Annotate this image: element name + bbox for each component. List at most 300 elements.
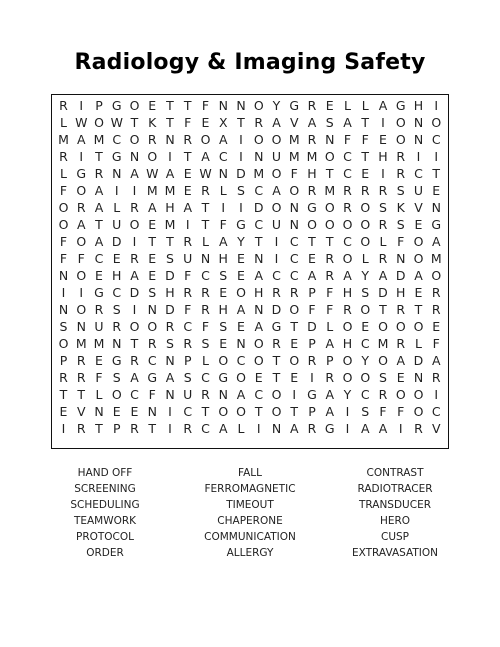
grid-letter: Y [343,387,352,402]
grid-letter: C [343,149,352,164]
grid-letter: F [432,336,440,351]
word-item: HERO [379,515,411,527]
grid-letter: R [130,200,139,215]
grid-letter: U [271,149,282,164]
grid-letter: A [378,421,388,436]
grid-letter: O [342,319,353,334]
grid-letter: M [93,132,105,147]
grid-letter: O [395,319,406,334]
grid-letter: C [289,234,299,249]
grid-letter: O [271,200,282,215]
grid-letter: I [256,421,261,436]
grid-letter: S [201,336,210,351]
grid-letter: M [164,217,176,232]
grid-letter: W [75,115,88,130]
grid-letter: U [183,387,193,402]
grid-letter: O [129,217,140,232]
grid-letter: R [94,302,104,317]
grid-letter: R [307,183,317,198]
grid-letter: E [148,268,157,283]
grid-letter: F [95,370,103,385]
grid-letter: S [379,200,387,215]
grid-letter: T [130,115,139,130]
grid-letter: R [183,285,193,300]
grid-letter: X [218,115,228,130]
grid-letter: A [343,115,352,130]
grid-letter: E [219,336,228,351]
grid-letter: S [396,183,405,198]
grid-letter: C [360,387,370,402]
grid-letter: O [94,115,104,130]
grid-letter: C [201,268,210,283]
grid-letter: N [112,166,122,181]
grid-letter: G [218,370,229,385]
grid-letter: N [218,98,228,113]
grid-letter: A [307,115,317,130]
grid-letter: S [148,285,157,300]
grid-letter: H [254,285,264,300]
grid-letter: T [308,234,316,249]
grid-letter: R [59,98,68,113]
grid-letter: U [413,183,424,198]
grid-letter: T [130,336,139,351]
word-item: CUSP [380,531,409,543]
grid-letter: D [413,353,424,368]
grid-letter: E [432,319,441,334]
grid-letter: N [165,353,175,368]
grid-letter: R [112,319,122,334]
grid-letter: S [361,285,370,300]
grid-letter: T [272,370,281,385]
grid-letter: H [165,285,175,300]
grid-letter: G [307,200,317,215]
grid-letter: O [129,98,140,113]
grid-letter: K [396,200,405,215]
grid-letter: L [113,200,121,215]
grid-letter: P [325,353,334,368]
grid-letter: E [148,98,157,113]
grid-letter: O [360,370,371,385]
grid-letter: R [130,421,139,436]
grid-letter: O [218,353,229,368]
grid-letter: E [59,404,68,419]
grid-letter: F [59,234,68,249]
grid-letter: E [414,217,423,232]
grid-letter: T [148,234,157,249]
grid-letter: S [166,251,174,266]
grid-letter: I [79,149,84,164]
grid-letter: D [236,166,246,181]
grid-letter: S [219,268,228,283]
grid-letter: O [58,336,69,351]
grid-letter: M [377,336,389,351]
grid-letter: H [413,98,424,113]
grid-letter: I [434,98,439,113]
grid-letter: H [378,149,388,164]
grid-letter: D [111,234,122,249]
grid-letter: O [129,132,140,147]
grid-letter: I [168,404,172,419]
grid-letter: I [168,421,172,436]
grid-letter: V [414,200,423,215]
grid-letter: O [236,404,246,419]
grid-letter: A [236,302,246,317]
grid-letter: R [378,251,388,266]
grid-letter: E [237,319,245,334]
grid-letter: A [130,268,139,283]
grid-letter: W [110,115,123,130]
grid-letter: C [431,404,441,419]
puzzle-title: Radiology & Imaging Safety [74,50,426,75]
grid-letter: M [164,183,176,198]
grid-letter: R [396,149,406,164]
grid-letter: L [415,336,422,351]
grid-letter: D [307,319,317,334]
grid-letter: V [289,115,299,130]
grid-letter: L [344,98,351,113]
grid-letter: U [183,251,193,266]
grid-letter: T [290,319,299,334]
grid-letter: P [59,353,68,368]
word-item: HAND OFF [77,467,133,479]
grid-letter: A [378,98,388,113]
grid-letter: P [308,336,316,351]
grid-letter: R [325,370,335,385]
grid-letter: R [76,353,86,368]
grid-letter: W [146,166,159,181]
grid-letter: H [396,285,406,300]
grid-letter: F [219,217,227,232]
grid-letter: U [94,319,104,334]
grid-letter: O [360,200,371,215]
grid-letter: S [396,217,405,232]
grid-letter: N [325,132,335,147]
grid-letter: F [184,302,192,317]
grid-letter: A [325,404,335,419]
grid-letter: K [148,115,157,130]
grid-letter: R [431,370,441,385]
grid-letter: S [112,302,121,317]
letter-grid [55,97,445,439]
grid-letter: O [236,285,246,300]
grid-letter: N [129,149,140,164]
grid-letter: R [76,421,86,436]
grid-letter: T [183,149,192,164]
grid-letter: A [254,268,264,283]
grid-letter: O [58,217,69,232]
grid-letter: R [431,285,441,300]
word-item: EXTRAVASATION [352,547,438,559]
grid-letter: A [94,234,104,249]
grid-letter: O [271,132,282,147]
grid-letter: T [414,302,423,317]
grid-letter: S [183,370,192,385]
grid-letter: A [147,200,157,215]
grid-letter: E [432,183,441,198]
grid-letter: R [165,319,175,334]
grid-letter: C [254,183,264,198]
grid-letter: A [130,166,139,181]
grid-letter: E [201,115,210,130]
grid-letter: C [360,336,370,351]
grid-letter: A [254,319,264,334]
grid-letter: O [395,387,406,402]
grid-letter: E [130,404,139,419]
grid-letter: U [112,217,122,232]
grid-letter: A [272,115,281,130]
grid-letter: I [114,183,119,198]
grid-letter: G [289,98,300,113]
grid-letter: C [201,421,210,436]
grid-letter: T [325,234,334,249]
grid-letter: H [342,285,353,300]
grid-letter: T [361,149,370,164]
grid-letter: O [289,302,300,317]
grid-letter: D [271,302,282,317]
word-item: RADIOTRACER [357,483,433,495]
grid-letter: O [289,183,300,198]
grid-letter: L [361,251,369,266]
grid-letter: A [165,166,175,181]
grid-letter: G [324,421,335,436]
grid-letter: R [183,132,193,147]
grid-letter: R [183,336,193,351]
grid-letter: O [58,200,69,215]
grid-letter: I [185,217,190,232]
grid-letter: O [324,149,335,164]
grid-letter: R [272,285,281,300]
grid-letter: M [306,149,318,164]
grid-letter: O [253,336,264,351]
grid-letter: I [239,200,243,215]
grid-letter: N [58,302,69,317]
grid-letter: N [147,302,157,317]
grid-letter: E [290,370,299,385]
word-item: TEAMWORK [73,515,137,527]
grid-letter: O [431,268,442,283]
grid-letter: F [77,251,85,266]
grid-letter: T [254,234,263,249]
grid-letter: R [307,132,317,147]
grid-letter: G [111,149,122,164]
grid-letter: N [147,404,157,419]
grid-letter: R [343,200,352,215]
grid-letter: R [130,353,139,368]
grid-letter: O [147,319,158,334]
grid-letter: S [237,183,245,198]
grid-letter: N [200,251,211,266]
grid-letter: E [219,285,228,300]
grid-letter: O [413,404,424,419]
grid-letter: R [378,387,388,402]
grid-letter: O [129,319,140,334]
grid-letter: T [325,166,334,181]
grid-letter: P [183,353,192,368]
grid-letter: E [112,251,121,266]
grid-letter: S [325,115,334,130]
grid-letter: T [166,115,174,130]
grid-letter: E [290,336,299,351]
grid-letter: T [290,404,299,419]
grid-letter: E [237,268,245,283]
grid-letter: O [111,387,122,402]
grid-letter: A [360,421,370,436]
grid-letter: O [360,217,371,232]
grid-letter: C [112,285,122,300]
grid-letter: O [271,387,282,402]
grid-letter: O [360,302,371,317]
grid-letter: T [201,404,210,419]
grid-letter: G [147,370,158,385]
grid-letter: R [396,336,406,351]
grid-letter: F [201,98,210,113]
grid-letter: N [413,370,424,385]
grid-letter: R [201,183,210,198]
grid-letter: R [183,421,193,436]
grid-letter: E [183,166,192,181]
grid-letter: R [378,183,388,198]
grid-letter: I [274,234,279,249]
grid-letter: F [326,302,334,317]
grid-letter: I [132,302,137,317]
grid-letter: Y [272,98,281,113]
grid-letter: H [342,336,353,351]
grid-letter: F [59,251,68,266]
grid-letter: D [165,268,175,283]
grid-letter: L [202,353,209,368]
grid-letter: G [431,217,442,232]
grid-letter: R [201,285,210,300]
grid-letter: A [325,387,335,402]
grid-letter: M [58,132,69,147]
grid-letter: O [378,319,388,334]
grid-letter: R [378,217,388,232]
grid-letter: O [236,370,246,385]
grid-letter: N [58,268,69,283]
grid-letter: M [288,149,300,164]
grid-letter: L [361,98,369,113]
grid-letter: H [218,302,228,317]
grid-letter: G [307,387,317,402]
grid-letter: H [165,200,175,215]
grid-letter: T [237,115,245,130]
grid-letter: O [218,404,229,419]
grid-letter: L [202,234,209,249]
grid-letter: R [307,421,317,436]
grid-letter: H [307,166,317,181]
grid-letter: T [148,421,157,436]
grid-letter: U [271,217,282,232]
grid-letter: A [165,370,175,385]
grid-letter: E [396,370,405,385]
grid-letter: C [289,251,299,266]
grid-letter: M [75,336,87,351]
grid-letter: R [59,370,68,385]
grid-letter: A [218,234,228,249]
grid-letter: O [271,404,282,419]
grid-letter: S [361,404,370,419]
grid-letter: O [342,370,353,385]
grid-letter: E [95,353,103,368]
grid-letter: E [183,183,192,198]
grid-letter: D [129,285,140,300]
grid-letter: T [166,98,174,113]
grid-letter: I [239,149,243,164]
grid-letter: Y [361,268,370,283]
grid-letter: R [147,132,157,147]
grid-letter: S [219,319,228,334]
grid-letter: I [79,98,84,113]
grid-letter: G [111,353,122,368]
grid-letter: I [310,370,314,385]
grid-letter: C [94,251,104,266]
grid-letter: N [254,149,264,164]
grid-letter: A [94,200,104,215]
grid-letter: I [381,115,385,130]
grid-letter: E [325,98,334,113]
grid-letter: M [324,183,336,198]
grid-letter: T [59,387,68,402]
grid-letter: T [254,404,263,419]
grid-letter: C [183,404,193,419]
grid-letter: T [183,98,192,113]
grid-letter: T [95,217,103,232]
grid-letter: N [76,319,86,334]
grid-letter: E [414,285,423,300]
grid-letter: O [76,183,87,198]
grid-letter: R [343,302,352,317]
word-column-1 [25,465,185,561]
grid-letter: R [360,183,370,198]
grid-letter: A [414,268,423,283]
grid-letter: F [184,115,192,130]
grid-letter: R [147,336,157,351]
grid-letter: O [360,234,371,249]
grid-letter: I [274,251,279,266]
grid-letter: N [431,200,441,215]
grid-letter: S [112,370,121,385]
grid-letter: L [379,234,387,249]
grid-letter: F [379,404,387,419]
grid-letter: O [413,319,424,334]
grid-letter: E [254,370,263,385]
grid-letter: R [396,166,406,181]
grid-letter: M [146,183,158,198]
grid-letter: F [201,319,210,334]
grid-letter: T [432,166,441,181]
word-item: SCHEDULING [70,499,140,511]
grid-letter: C [183,319,193,334]
grid-letter: R [325,251,335,266]
word-item: SCREENING [74,483,136,495]
grid-letter: A [130,370,139,385]
grid-letter: P [308,404,316,419]
grid-letter: O [76,302,87,317]
grid-letter: I [416,149,421,164]
grid-letter: O [324,217,335,232]
grid-letter: T [166,234,174,249]
grid-letter: R [414,421,423,436]
word-item: CHAPERONE [217,515,283,527]
grid-letter: C [272,268,281,283]
grid-letter: O [431,115,442,130]
grid-letter: F [397,234,405,249]
grid-letter: N [236,336,246,351]
grid-letter: C [254,217,264,232]
grid-letter: R [307,98,317,113]
word-item: FALL [238,467,262,479]
grid-letter: N [112,336,122,351]
